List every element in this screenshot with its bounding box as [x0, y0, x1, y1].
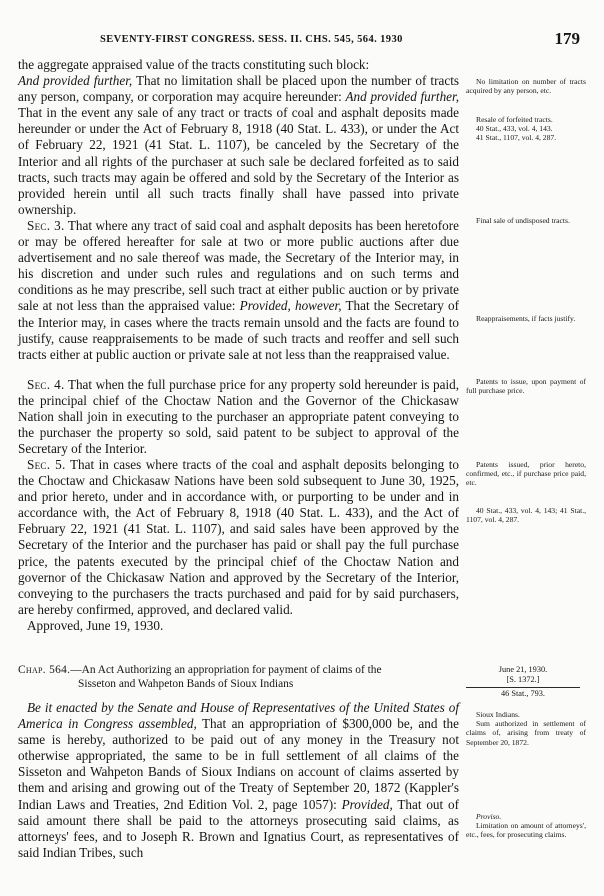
margin-note-sioux: Sioux Indians. Sum authorized in settlement of claims of, arising from treaty of September 20, 1872.: [466, 710, 586, 747]
margin-note-no-limitation: No limitation on number of tracts acquired by any person, etc.: [466, 77, 586, 96]
margin-note-resale: Resale of forfeited tracts. 40 Stat., 433, vol. 4, 143. 41 Stat., 1107, vol. 4, 287.: [476, 115, 557, 143]
carryover-line: the aggregate appraised value of the tracts constituting such block:: [18, 57, 370, 72]
section-5: Sec. 5. That in cases where tracts of the coal and asphalt deposits belonging to the Choctaw and Chickasaw Nations have been sold subsequent to June 30, 1925, and prior hereto, under and in accordance with, or purporting to be under and in accordance with, the Act of February 8, 1918 (40 Stat. L. 433), and the Act of February 22, 1921 (41 Stat. L. 1107), and said sales have been approved by the Secretary of the Interior and the purchaser has paid or shall pay the full purchase price, the patents executed by the principal chief of the Choctaw Nation and governor of the Chickasaw Nation and approved by the Secretary of the Interior, conveying to the purchasers the tracts purchased and paid for by said purchasers, are hereby confirmed, approved, and declared valid.: [18, 457, 459, 617]
chapter-title-line2: Sisseton and Wahpeton Bands of Sioux Indians: [78, 677, 294, 690]
section-5-label: Sec. 5.: [27, 457, 66, 472]
margin-note-final-sale: Final sale of undisposed tracts.: [476, 216, 570, 225]
margin-note-stat-citations: 40 Stat., 433, vol. 4, 143; 41 Stat., 1107, vol. 4, 287.: [466, 506, 586, 525]
main-text-block-2: [18, 377, 459, 457]
act-date: June 21, 1930.: [498, 665, 548, 674]
approved-line: Approved, June 19, 1930.: [27, 617, 164, 633]
date-rule: [466, 687, 580, 688]
margin-note-proviso: Proviso. Limitation on amount of attorneys', etc., fees, for prosecuting claims.: [466, 812, 586, 840]
chapter-heading: [18, 664, 459, 691]
running-head-title: SEVENTY-FIRST CONGRESS. SESS. II. CHS. 545, 564. 1930: [100, 34, 403, 45]
margin-note-patents-issue: Patents to issue, upon payment of full purchase price.: [466, 377, 586, 396]
main-text-block-4: [18, 700, 459, 861]
chapter-title-line1: —An Act Authorizing an appropriation for payment of claims of the: [70, 664, 382, 676]
main-text-block-3: [18, 457, 459, 634]
enacting-clause: Be it enacted by the Senate and House of Representatives of the United States of America in Congress assembled, That an appropriation of $300,000 be, and the same is hereby, authorized to be paid out of any money in the Treasury not otherwise appropriated, the same to be in full settlement of all claims of the Sisseton and Wahpeton Bands of Sioux Indians on account of claims asserted by them and arising and growing out of the Treaty of September 20, 1872 (Kappler's Indian Laws and Treaties, 2nd Edition Vol. 2, page 1057): Provided, That out of said amount there shall be paid to the attorneys prosecuting said claims, as attorneys' fees, and to Joseph R. Brown and Ignatius Court, as representatives of said Indian Tribes, such: [18, 700, 459, 860]
main-text-block-1: [18, 57, 459, 363]
section-4: Sec. 4. That when the full purchase price for any property sold hereunder is paid, the principal chief of the Choctaw Nation and the Governor of the Chickasaw Nation shall join in executing to the purchaser an appropriate patent conveying to the purchaser the property so sold, said patent to be subject to approval of the Secretary of the Interior.: [18, 377, 459, 457]
margin-note-reappraisements: Reappraisements, if facts justify.: [476, 314, 576, 323]
bill-number: [S. 1372.]: [506, 675, 540, 685]
stat-citation: 46 Stat., 793.: [500, 688, 546, 698]
section-3: Sec. 3. That where any tract of said coal and asphalt deposits has been heretofore or may be offered hereafter for sale at two or more public auctions after due advertisement and no sale thereof was made, the Secretary of the Interior may, in his discretion and under such rules and regulations and on such terms and conditions as he may prescribe, sell such tract at either public auction or by private sale at not less than the appraised value: Provided, however, That the Secretary of the Interior may, in cases where the tracts remain unsold and the facts are found to justify, cause reappraisements to be made of such tracts and reoffer and sell such tracts either at public auction or private sale at not less than the reappraised value.: [18, 217, 460, 362]
chapter-label: Chap. 564.: [18, 664, 71, 676]
proviso-limitation: And provided further, That no limitation shall be placed upon the number of tracts any person, company, or corporation may acquire hereunder: And provided further, That in the event any sale of any tract or tracts of coal and asphalt deposits made hereunder or under the Act of February 8, 1918 (40 Stat. L. 433), or under the Act of February 22, 1921 (41 Stat. L. 1107), be canceled by the Secretary of the Interior and all rights of the purchaser at such sale be declared forfeited as to said tracts, such tracts may again be offered and sold by the Secretary of the Interior as provided herein until all such tracts finally shall have passed into private ownership.: [18, 73, 459, 217]
margin-note-patents-confirmed: Patents issued, prior hereto, confirmed, etc., if purchase price paid, etc.: [466, 460, 586, 488]
section-3-label: Sec. 3.: [27, 217, 65, 233]
act-date-box: [462, 665, 584, 699]
page-number: 179: [554, 29, 580, 48]
running-head: [18, 28, 584, 48]
section-4-label: Sec. 4.: [27, 377, 65, 392]
